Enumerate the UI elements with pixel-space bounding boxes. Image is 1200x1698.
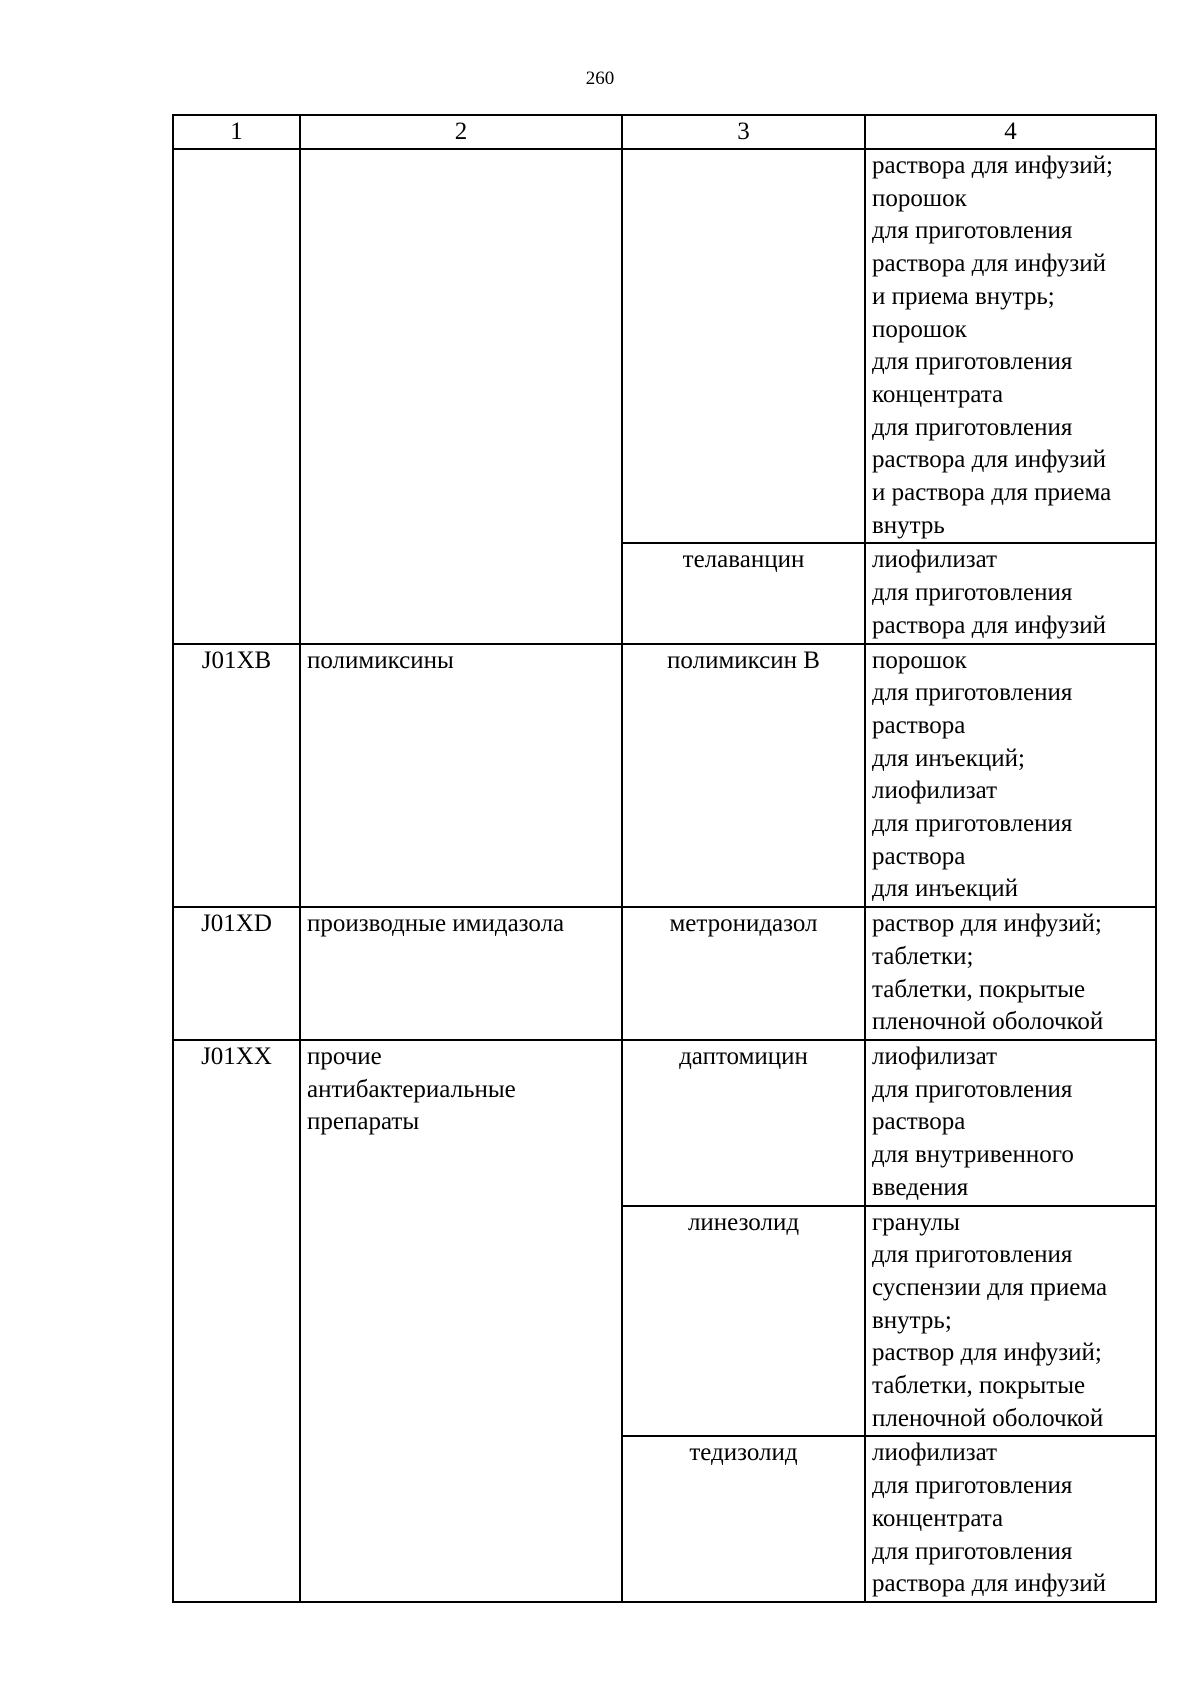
header-cell: 4 bbox=[865, 115, 1156, 149]
dosage-form-line: для приготовления bbox=[872, 579, 1073, 607]
dosage-form-line: для внутривенного bbox=[872, 1141, 1074, 1169]
header-cell: 3 bbox=[622, 115, 865, 149]
dosage-form-line: порошок bbox=[872, 315, 967, 343]
header-cell: 2 bbox=[300, 115, 622, 149]
drug-name: даптомицин bbox=[622, 1040, 865, 1206]
dosage-form-line: раствора для инфузий bbox=[872, 1570, 1107, 1598]
dosage-form-line: для приготовления bbox=[872, 413, 1073, 441]
atc-code: J01XD bbox=[173, 907, 300, 1040]
dosage-form-line: раствора для инфузий bbox=[872, 611, 1107, 639]
table-row bbox=[173, 149, 1156, 543]
dosage-form-line: таблетки; bbox=[872, 942, 974, 970]
dosage-form-line: для приготовления bbox=[872, 1472, 1073, 1500]
drug-name: телаванцин bbox=[622, 543, 865, 643]
drug-name: полимиксин В bbox=[622, 644, 865, 908]
dosage-form-line: концентрата bbox=[872, 380, 1004, 408]
code-cell bbox=[173, 149, 300, 644]
dosage-form-line: порошок bbox=[872, 184, 967, 212]
dosage-form-line: раствора bbox=[872, 1108, 966, 1136]
dosage-form-line: внутрь; bbox=[872, 1306, 952, 1334]
atc-group: полимиксины bbox=[300, 644, 622, 908]
dosage-form-cell bbox=[865, 907, 1156, 1040]
dosage-form-line: раствора для инфузий bbox=[872, 250, 1107, 278]
dosage-form-line: раствор для инфузий; bbox=[872, 910, 1102, 938]
dosage-form-line: введения bbox=[872, 1173, 969, 1201]
dosage-form-line: для приготовления bbox=[872, 810, 1073, 838]
dosage-form-line: раствор для инфузий; bbox=[872, 1339, 1102, 1367]
dosage-form-line: для приготовления bbox=[872, 217, 1073, 245]
table-row bbox=[173, 644, 1156, 908]
atc-group-text: прочие антибактериальные препараты bbox=[307, 1042, 516, 1136]
dosage-form-line: лиофилизат bbox=[872, 1042, 998, 1070]
dosage-form-line: для инъекций; bbox=[872, 744, 1025, 772]
dosage-form-line: лиофилизат bbox=[872, 777, 998, 805]
atc-code: J01XX bbox=[173, 1040, 300, 1602]
dosage-form-line: внутрь bbox=[872, 511, 945, 539]
dosage-form-line: таблетки, покрытые bbox=[872, 975, 1086, 1003]
dosage-form-line: таблетки, покрытые bbox=[872, 1372, 1086, 1400]
dosage-form-line: для инъекций bbox=[872, 875, 1019, 903]
dosage-form-line: для приготовления bbox=[872, 1241, 1073, 1269]
dosage-form-line: раствора для инфузий bbox=[872, 446, 1107, 474]
dosage-form-line: раствора bbox=[872, 711, 966, 739]
dosage-form-line: лиофилизат bbox=[872, 546, 998, 574]
dosage-form-cell bbox=[865, 1040, 1156, 1206]
drug-name: линезолид bbox=[622, 1206, 865, 1437]
dosage-form-cell bbox=[865, 149, 1156, 543]
atc-group bbox=[300, 1040, 622, 1602]
dosage-form-cell bbox=[865, 644, 1156, 908]
drug-cell bbox=[622, 149, 865, 543]
drug-name: тедизолид bbox=[622, 1436, 865, 1602]
dosage-form-line: раствора bbox=[872, 842, 966, 870]
atc-group: производные имидазола bbox=[300, 907, 622, 1040]
dosage-form-line: пленочной оболочкой bbox=[872, 1404, 1104, 1432]
dosage-form-line: раствора для инфузий; bbox=[872, 152, 1113, 179]
drug-table bbox=[172, 114, 1157, 1603]
dosage-form-cell bbox=[865, 1436, 1156, 1602]
dosage-form-line: суспензии для приема bbox=[872, 1273, 1108, 1301]
dosage-form-line: порошок bbox=[872, 646, 967, 674]
dosage-form-line: для приготовления bbox=[872, 348, 1073, 376]
table-row bbox=[173, 907, 1156, 1040]
table-row bbox=[173, 1040, 1156, 1206]
header-row bbox=[173, 115, 1156, 149]
dosage-form-line: концентрата bbox=[872, 1504, 1004, 1532]
dosage-form-line: для приготовления bbox=[872, 679, 1073, 707]
dosage-form-line: гранулы bbox=[872, 1208, 960, 1236]
header-cell: 1 bbox=[173, 115, 300, 149]
group-cell bbox=[300, 149, 622, 644]
dosage-form-cell bbox=[865, 543, 1156, 643]
dosage-form-cell bbox=[865, 1206, 1156, 1437]
dosage-form-line: и раствора для приема bbox=[872, 479, 1112, 507]
page-number: 260 bbox=[585, 68, 615, 89]
dosage-form-line: и приема внутрь; bbox=[872, 282, 1055, 310]
dosage-form-line: лиофилизат bbox=[872, 1439, 998, 1467]
atc-code: J01XB bbox=[173, 644, 300, 908]
drug-name: метронидазол bbox=[622, 907, 865, 1040]
dosage-form-line: пленочной оболочкой bbox=[872, 1008, 1104, 1036]
dosage-form-line: для приготовления bbox=[872, 1537, 1073, 1565]
dosage-form-line: для приготовления bbox=[872, 1075, 1073, 1103]
